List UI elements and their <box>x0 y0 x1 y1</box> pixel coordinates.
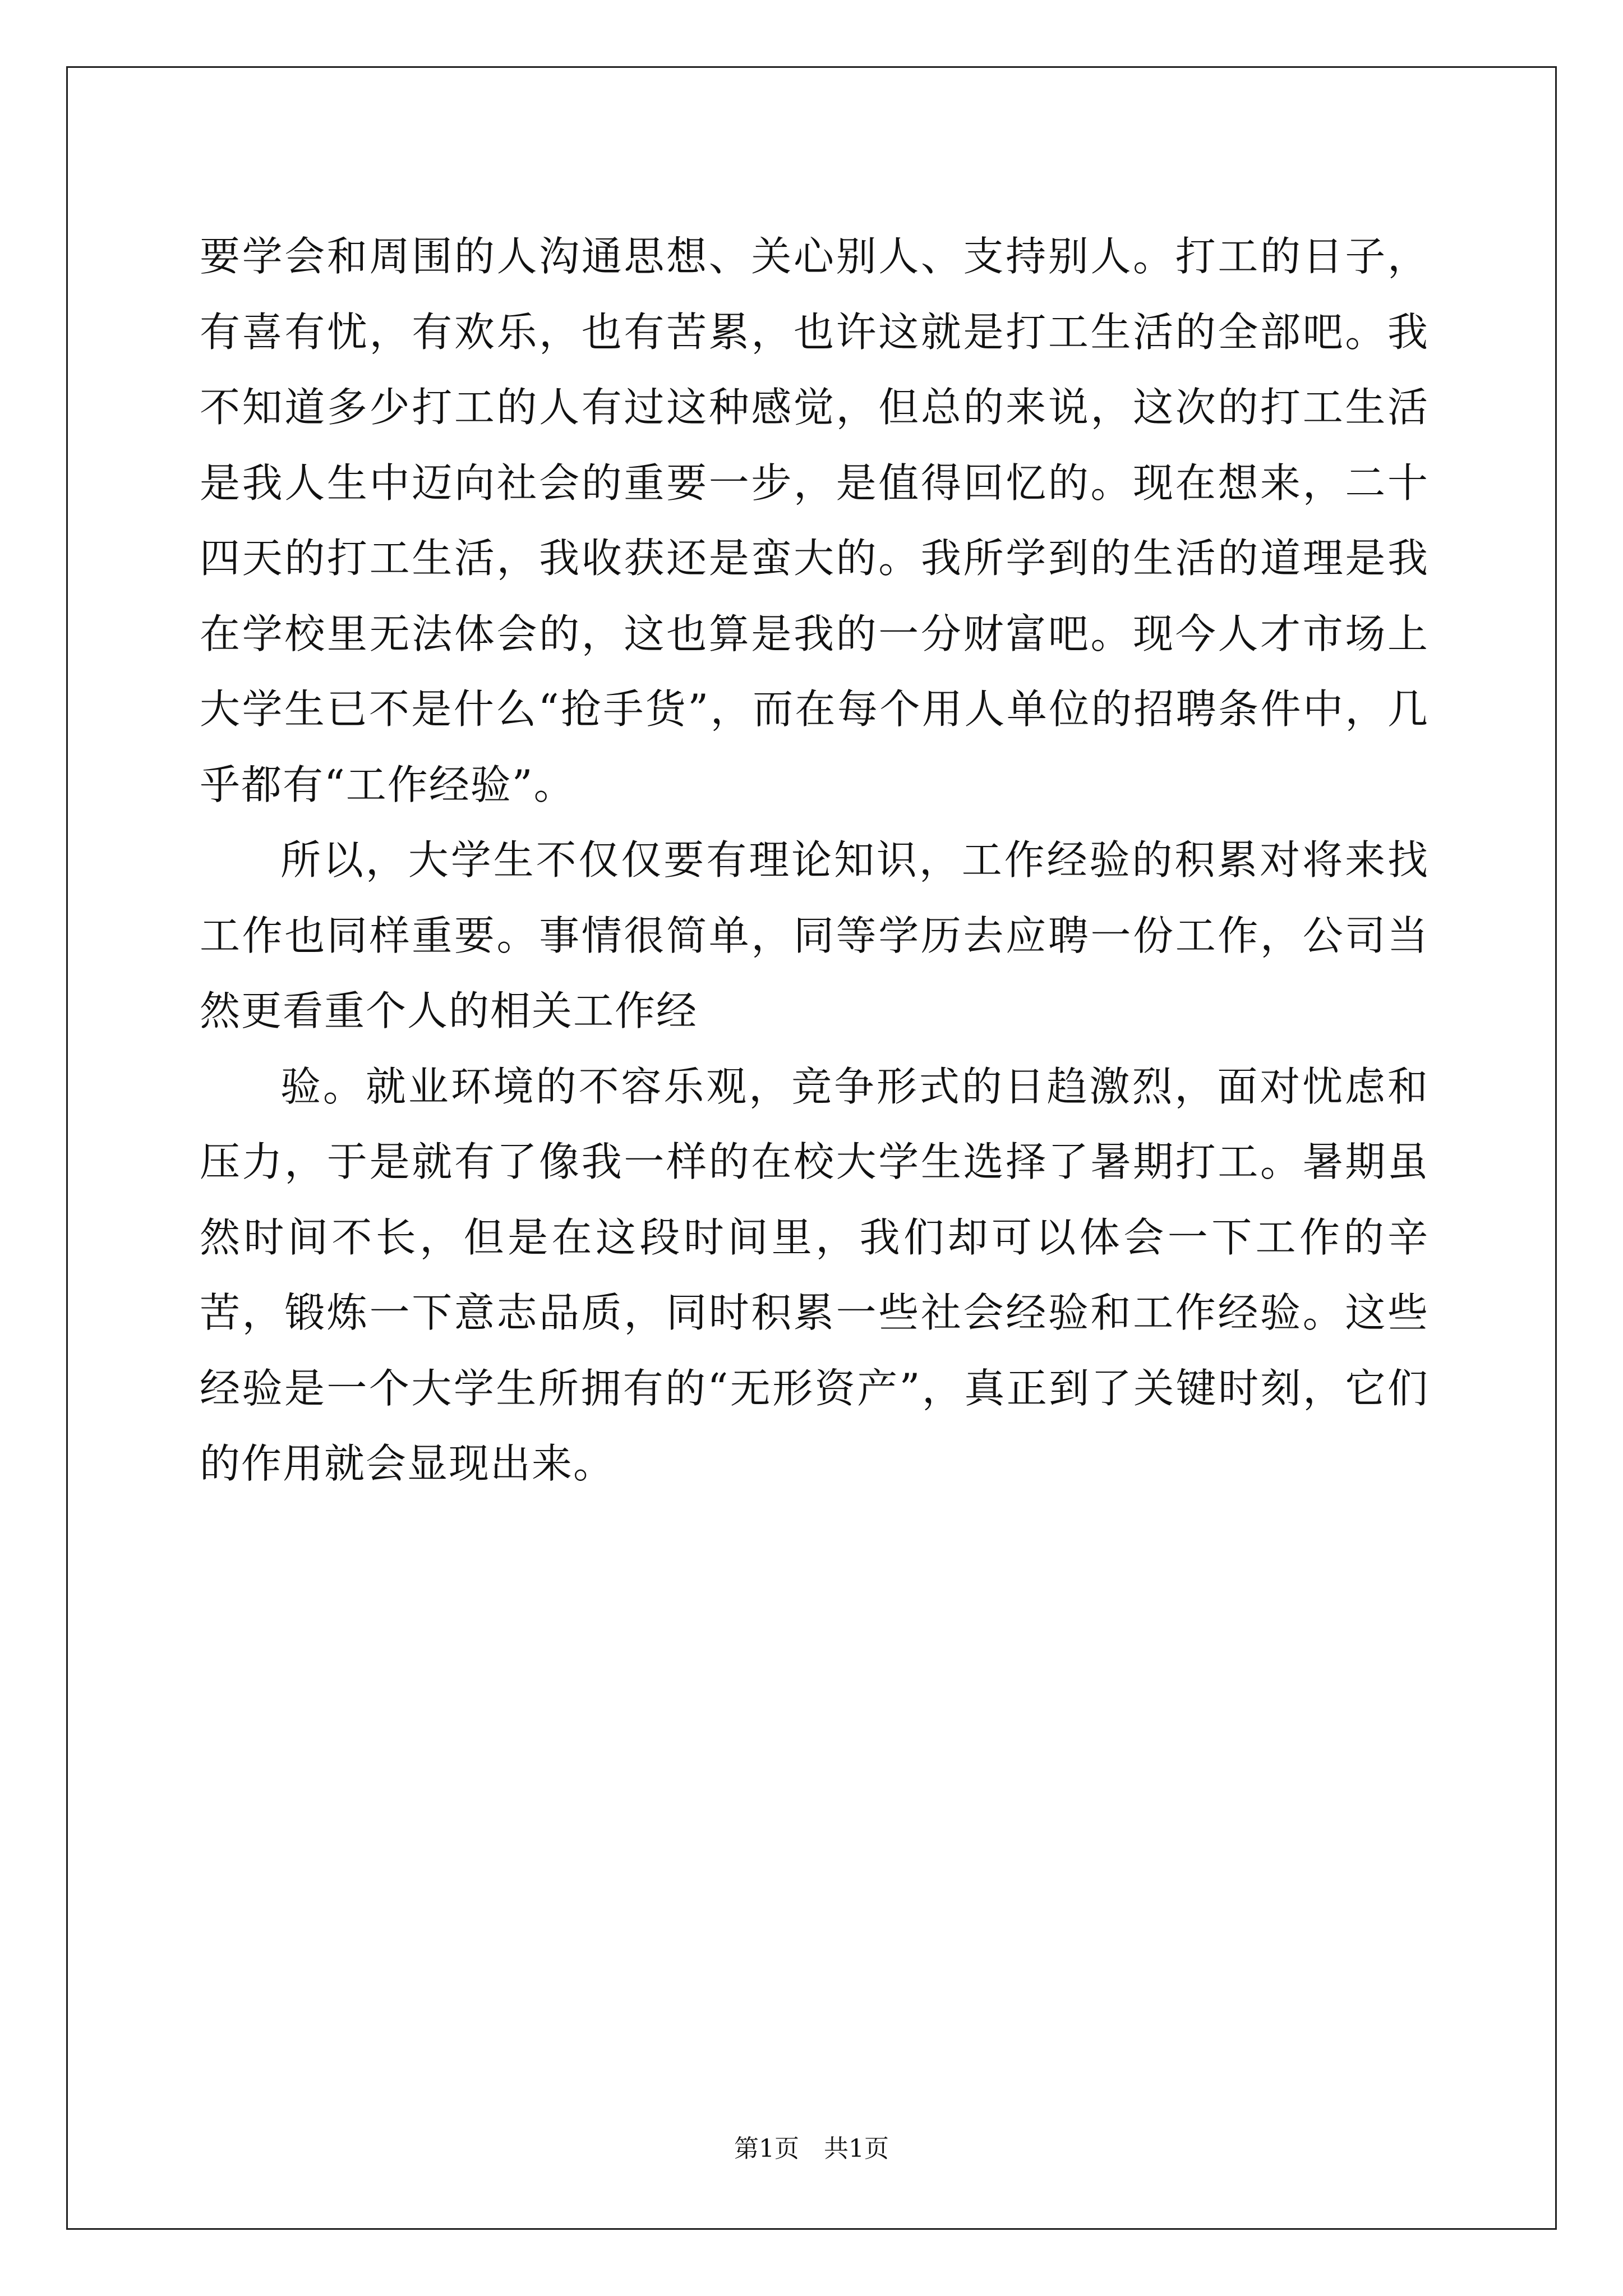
page-footer <box>0 2132 1623 2166</box>
document-body <box>200 219 1429 1502</box>
page-number: 第1页 <box>734 2134 799 2163</box>
paragraph-1: 要学会和周围的人沟通思想、关心别人、支持别人。打工的日子，有喜有忧，有欢乐，也有苦累，也许这就是打工生活的全部吧。我不知道多少打工的人有过这种感觉，但总的来说，这次的打工生活是我人生中迈向社会的重要一步，是值得回忆的。现在想来，二十四天的打工生活，我收获还是蛮大的。我所学到的生活的道理是我在学校里无法体会的，这也算是我的一分财富吧。现今人才市场上大学生已不是什么“抢手货”，而在每个用人单位的招聘条件中，几乎都有“工作经验”。 <box>200 233 1429 808</box>
paragraph-2: 所以，大学生不仅仅要有理论知识，工作经验的积累对将来找工作也同样重要。事情很简单，同等学历去应聘一份工作，公司当然更看重个人的相关工作经 <box>200 836 1429 1034</box>
paragraph-3: 验。就业环境的不容乐观，竞争形式的日趋激烈，面对忧虑和压力，于是就有了像我一样的在校大学生选择了暑期打工。暑期虽然时间不长，但是在这段时间里，我们却可以体会一下工作的辛苦，锻炼一下意志品质，同时积累一些社会经验和工作经验。这些经验是一个大学生所拥有的“无形资产”，真正到了关键时刻，它们的作用就会显现出来。 <box>200 1062 1429 1487</box>
page-total: 共1页 <box>824 2134 889 2163</box>
